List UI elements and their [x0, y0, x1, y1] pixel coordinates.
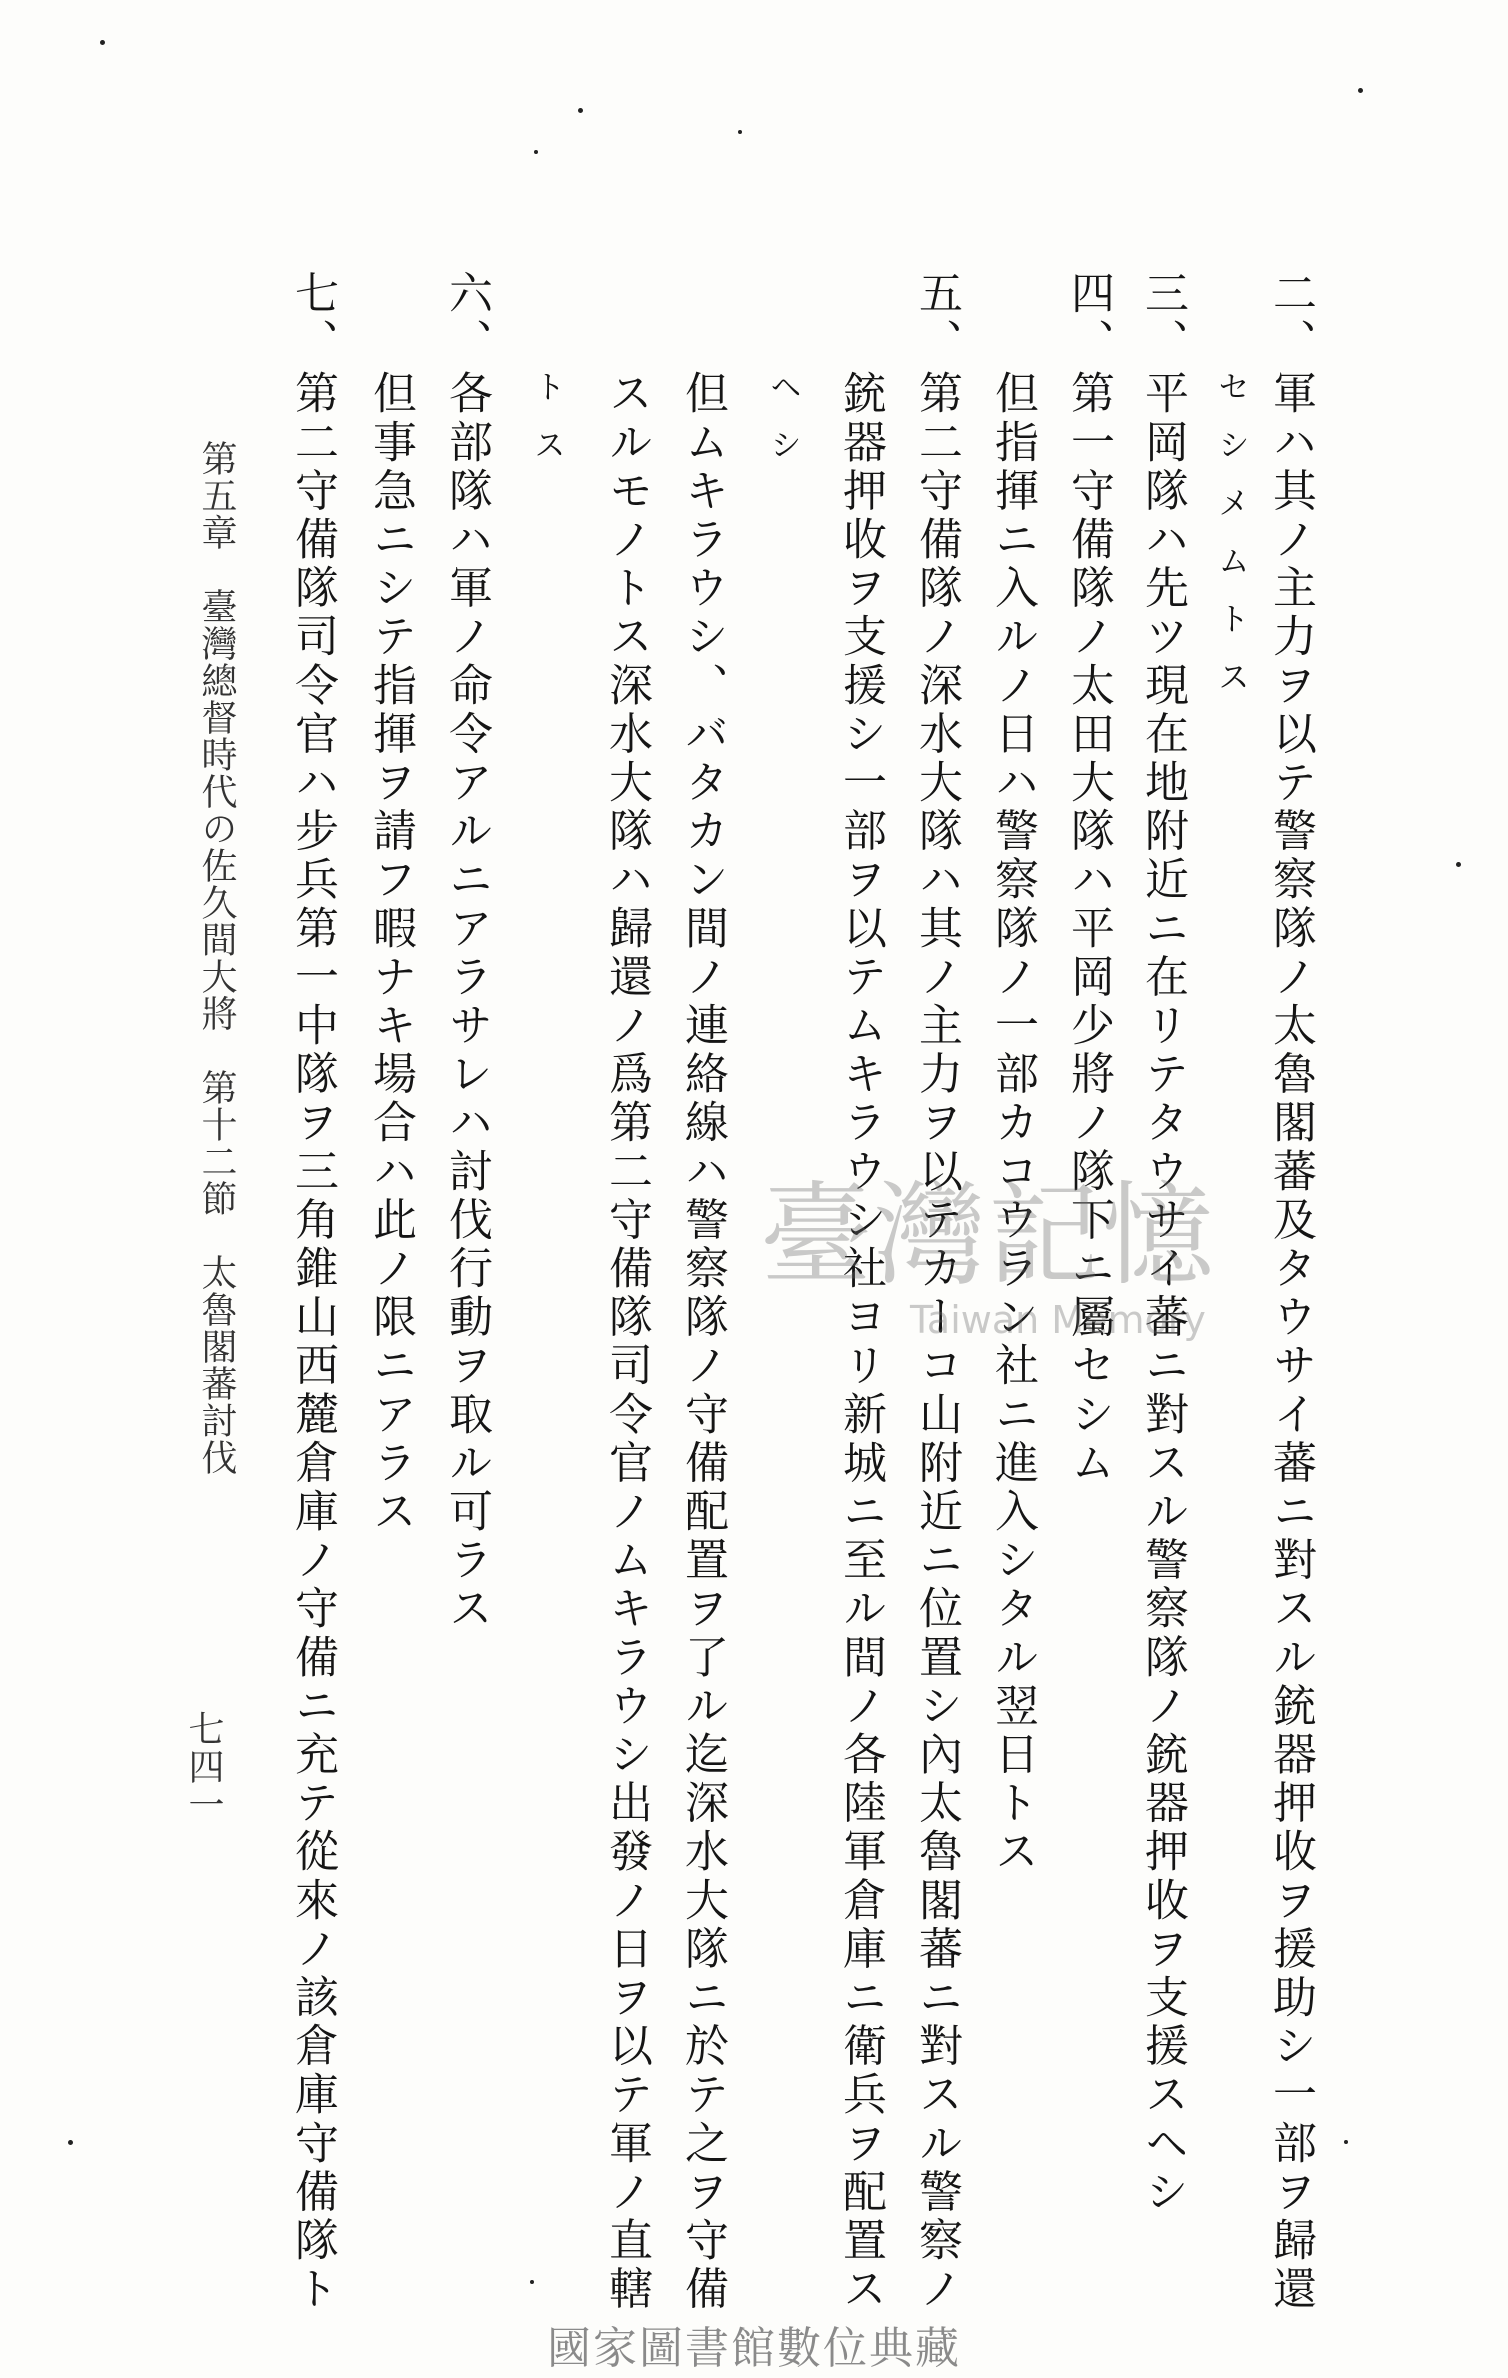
- item-number-4: 四、: [1063, 270, 1114, 366]
- scan-speck: [1456, 862, 1461, 867]
- text-column-11: トス: [529, 370, 567, 486]
- scan-speck: [100, 40, 105, 45]
- text-column-12: 各部隊ハ軍ノ命令アルニアラサレハ討伐行動ヲ取ル可ラス: [441, 370, 492, 1634]
- item-number-7: 七、: [287, 270, 338, 366]
- item-number-2: 二、: [1265, 270, 1316, 366]
- item-number-5: 五、: [911, 270, 962, 366]
- text-column-10: スルモノトス深水大隊ハ歸還ノ爲第二守備隊司令官ノムキラウシ出發ノ日ヲ以テ軍ノ直轄: [601, 370, 652, 2314]
- watermark-logo: [760, 1171, 1280, 1360]
- text-column-14: 第二守備隊司令官ハ步兵第一中隊ヲ三角錐山西麓倉庫ノ守備ニ充テ從來ノ該倉庫守備隊ト: [287, 370, 338, 2314]
- text-column-9: 但ムキラウシ、バタカン間ノ連絡線ハ警察隊ノ守備配置ヲ了ル迄深水大隊ニ於テ之ヲ守備: [677, 370, 728, 2314]
- footer-credit: 國家圖書館數位典藏: [547, 2323, 961, 2374]
- text-column-5: 但指揮ニ入ルノ日ハ警察隊ノ一部カコウラン社ニ進入シタル翌日トス: [987, 370, 1038, 1877]
- text-column-2: セシメムトス: [1213, 370, 1251, 718]
- text-column-1: 軍ハ其ノ主力ヲ以テ警察隊ノ太魯閣蕃及タウサイ蕃ニ對スル銃器押收ヲ援助シ一部ヲ歸還: [1265, 370, 1316, 2314]
- scan-speck: [738, 130, 742, 134]
- item-number-3: 三、: [1137, 270, 1188, 366]
- scan-speck: [1344, 2140, 1348, 2144]
- text-column-3: 平岡隊ハ先ツ現在地附近ニ在リテタウサイ蕃ニ對スル警察隊ノ銃器押收ヲ支援スヘシ: [1137, 370, 1188, 2217]
- text-column-6: 第二守備隊ノ深水大隊ハ其ノ主力ヲ以テカーコ山附近ニ位置シ內太魯閣蕃ニ對スル警察ノ: [911, 370, 962, 2314]
- text-column-13: 但事急ニシテ指揮ヲ請フ暇ナキ場合ハ此ノ限ニアラス: [365, 370, 416, 1537]
- scan-speck: [578, 108, 583, 113]
- page-number: 七四一: [183, 1710, 224, 1824]
- scan-speck: [1358, 88, 1363, 93]
- text-column-7: 銃器押收ヲ支援シ一部ヲ以テムキラウシ社ヨリ新城ニ至ル間ノ各陸軍倉庫ニ衛兵ヲ配置ス: [835, 370, 886, 2314]
- item-number-6: 六、: [441, 270, 492, 366]
- text-column-4: 第一守備隊ノ太田大隊ハ平岡少將ノ隊下ニ屬セシム: [1063, 370, 1114, 1488]
- scan-speck: [68, 2140, 73, 2145]
- running-header: 第五章 臺灣總督時代の佐久間大將 第十二節 太魯閣蕃討伐: [196, 440, 237, 1476]
- watermark-english: Taiwan Memory: [910, 1298, 1206, 1342]
- scan-speck: [534, 150, 538, 154]
- watermark-chinese: 臺灣記憶: [760, 1171, 1216, 1301]
- text-column-8: ヘシ: [765, 370, 803, 486]
- scan-speck: [530, 2280, 534, 2284]
